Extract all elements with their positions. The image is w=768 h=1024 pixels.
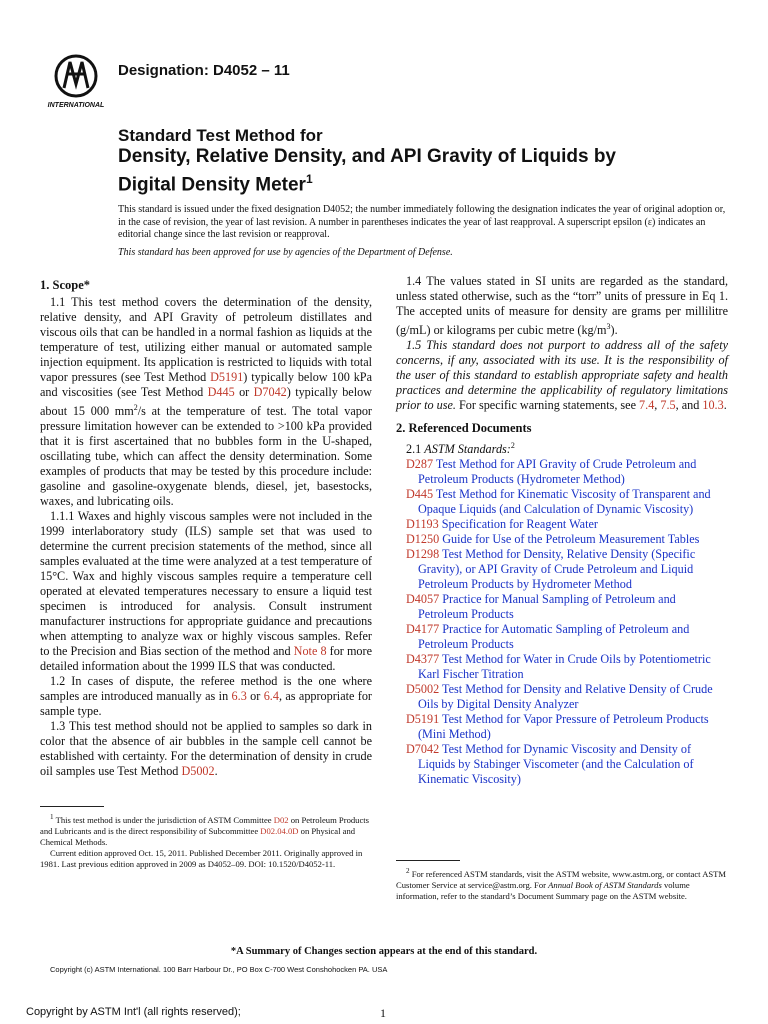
reference-item[interactable] bbox=[396, 517, 728, 532]
footnote-1: $^1$ This test method is under the jurisdiction of ASTM Committee D02 on Petroleum Products and Lubricants and is the direct responsibility of Subcommittee D02.04.0D on Physical and Chemical Methods. Current edition approved Oct. 15, 2011. Published December 2011. Originally approved in 1981. Last previous edition approved in 2009 as D4052–09. DOI: 10.1520/D4052-11. bbox=[40, 812, 372, 870]
issuance-note: This standard is issued under the fixed designation D4052; the number immediately following the designation indicates the year of original adoption or, in the case of revision, the year of last revision. A number in parentheses indicates the year of last reapproval. A superscript epsilon (ε) indicates an editorial change since the last revision or reapproval. bbox=[118, 204, 726, 240]
link-d445[interactable]: D445 bbox=[207, 385, 235, 399]
reference-list bbox=[396, 457, 728, 787]
paragraph-1-1-1: 1.1.1 Waxes and highly viscous samples were not included in the 1999 interlaboratory study (ILS) sample set that was used to determine the current precision statements of the method, since all samples evaluated at the time were analyzed at a test temperature of 15°C. Wax and highly viscous samples require a temperature cell operated at elevated temperatures necessary to ensure a liquid test specimen is introduced for analysis. Consult instrument manufacturer instructions for appropriate guidance and precautions when attempting to analyze wax or highly viscous samples. Refer to the Precision and Bias section of the method and Note 8 for more detailed information about the 1999 ILS that was conducted. bbox=[40, 509, 372, 674]
reference-title[interactable]: Specification for Reagent Water bbox=[441, 517, 598, 532]
reference-code[interactable]: D5191 bbox=[406, 712, 440, 727]
copyright-address: Copyright (c) ASTM International. 100 Barr Harbour Dr., PO Box C-700 West Conshohocken PA. USA bbox=[50, 965, 388, 974]
reference-title[interactable]: Test Method for Water in Crude Oils by Potentiometric Karl Fischer Titration bbox=[418, 652, 711, 682]
reference-title[interactable]: Test Method for Dynamic Viscosity and Density of Liquids by Stabinger Viscometer (and the Calculation of Kinematic Viscosity) bbox=[418, 742, 694, 787]
section-heading-references: 2. Referenced Documents bbox=[396, 421, 532, 436]
reference-title[interactable]: Practice for Automatic Sampling of Petroleum and Petroleum Products bbox=[418, 622, 690, 652]
link-d02-04-0d[interactable]: D02.04.0D bbox=[260, 825, 299, 836]
link-6-3[interactable]: 6.3 bbox=[231, 689, 247, 704]
link-10-3[interactable]: 10.3 bbox=[702, 398, 724, 413]
reference-code[interactable]: D1193 bbox=[406, 517, 439, 532]
reference-code[interactable]: D4057 bbox=[406, 592, 440, 607]
link-7-4[interactable]: 7.4 bbox=[639, 398, 655, 413]
link-d7042[interactable]: D7042 bbox=[253, 385, 287, 399]
astm-standards-label: 2.1 ASTM Standards:$^2$ bbox=[406, 441, 515, 457]
reference-title[interactable]: Test Method for Density and Relative Density of Crude Oils by Digital Density Analyzer bbox=[418, 682, 713, 712]
reference-code[interactable]: D4177 bbox=[406, 622, 440, 637]
footnote-rule bbox=[40, 806, 104, 807]
document-title: Density, Relative Density, and API Gravity of Liquids by Digital Density Meter$^1$ bbox=[118, 146, 616, 196]
footnote-rule bbox=[396, 860, 460, 861]
paragraph-1-1: 1.1 This test method covers the determination of the density, relative density, and API Gravity of petroleum distillates and viscous oils that can be handled in a normal fashion as liquids at the temperature of test, utilizing either manual or automated sample injection equipment. Its application is restricted to liquids with total vapor pressures (see Test Method D5191) typically below 100 kPa and viscosities (see Test Method D445 or D7042) typically below about 15 000 $mm^2/s$ at the temperature of test. The total vapor pressure limitation however can be extended to >100 kPa provided that it is first ascertained that no bubbles form in the U-shaped, oscillating tube, which can affect the density determination. Some examples of products that may be tested by this procedure include: gasoline and gasoline-oxygenate blends, diesel, jet, basestocks, waxes, and lubricating oils. bbox=[40, 295, 372, 509]
reference-item[interactable] bbox=[396, 652, 728, 682]
reference-item[interactable] bbox=[396, 622, 728, 652]
reference-code[interactable]: D287 bbox=[406, 457, 434, 472]
reference-code[interactable]: D4377 bbox=[406, 652, 440, 667]
reference-item[interactable] bbox=[396, 712, 728, 742]
reference-item[interactable] bbox=[396, 532, 728, 547]
link-6-4[interactable]: 6.4 bbox=[263, 689, 279, 704]
summary-of-changes-note: *A Summary of Changes section appears at the end of this standard. bbox=[230, 946, 538, 957]
reference-title[interactable]: Test Method for Kinematic Viscosity of Transparent and Opaque Liquids (and Calculation of Dynamic Viscosity) bbox=[418, 487, 711, 517]
reference-title[interactable]: Test Method for API Gravity of Crude Petroleum and Petroleum Products (Hydrometer Method) bbox=[418, 457, 697, 487]
dod-approval-note: This standard has been approved for use by agencies of the Department of Defense. bbox=[118, 247, 453, 258]
paragraph-1-5: 1.5 This standard does not purport to address all of the safety concerns, if any, associated with its use. It is the responsibility of the user of this standard to establish appropriate safety and health practices and determine the applicability of regulatory limitations prior to use. For specific warning statements, see 7.4, 7.5, and 10.3. bbox=[396, 338, 728, 413]
link-note-8[interactable]: Note 8 bbox=[293, 644, 327, 659]
reference-item[interactable] bbox=[396, 592, 728, 622]
reference-item[interactable] bbox=[396, 682, 728, 712]
link-d5191[interactable]: D5191 bbox=[210, 370, 244, 384]
link-d02[interactable]: D02 bbox=[273, 814, 289, 825]
reference-item[interactable] bbox=[396, 457, 728, 487]
reference-title[interactable]: Test Method for Vapor Pressure of Petroleum Products (Mini Method) bbox=[418, 712, 709, 742]
reference-title[interactable]: Guide for Use of the Petroleum Measurement Tables bbox=[442, 532, 700, 547]
reference-code[interactable]: D1250 bbox=[406, 532, 440, 547]
reference-item[interactable] bbox=[396, 487, 728, 517]
link-7-5[interactable]: 7.5 bbox=[660, 398, 676, 413]
reference-title[interactable]: Test Method for Density, Relative Density (Specific Gravity), or API Gravity of Crude Petroleum and Liquid Petroleum Products by Hydrometer Method bbox=[418, 547, 696, 592]
astm-logo bbox=[44, 54, 108, 110]
reference-code[interactable]: D7042 bbox=[406, 742, 440, 757]
reference-item[interactable] bbox=[396, 547, 728, 592]
section-heading-scope: 1. Scope* bbox=[40, 278, 90, 292]
reference-code[interactable]: D445 bbox=[406, 487, 434, 502]
reference-title[interactable]: Practice for Manual Sampling of Petroleum and Petroleum Products bbox=[418, 592, 676, 622]
reference-code[interactable]: D5002 bbox=[406, 682, 440, 697]
page-number: 1 bbox=[380, 1006, 386, 1020]
right-column bbox=[396, 274, 728, 787]
paragraph-1-2: 1.2 In cases of dispute, the referee method is the one where samples are introduced manually as in 6.3 or 6.4, as appropriate for sample type. bbox=[40, 674, 372, 719]
paragraph-1-3: 1.3 This test method should not be applied to samples so dark in color that the absence of air bubbles in the sample cell cannot be established with certainty. For the determination of density in crude oil samples use Test Method D5002. bbox=[40, 719, 372, 779]
reference-item[interactable] bbox=[396, 742, 728, 787]
reference-code[interactable]: D1298 bbox=[406, 547, 440, 562]
svg-text:INTERNATIONAL: INTERNATIONAL bbox=[47, 102, 105, 109]
designation: Designation: D4052 – 11 bbox=[118, 62, 290, 79]
left-column bbox=[40, 278, 372, 779]
link-d5002[interactable]: D5002 bbox=[181, 764, 215, 779]
paragraph-1-4: 1.4 The values stated in SI units are regarded as the standard, unless stated otherwise, such as the “torr” units of pressure in Eq 1. The accepted units of measure for density are grams per millilitre (g/mL) or kilograms per cubic metre $(kg/m^3)$. bbox=[396, 274, 728, 338]
title-prefix: Standard Test Method for bbox=[118, 126, 323, 145]
copyright-notice: Copyright by ASTM Int'l (all rights reserved); bbox=[26, 1006, 241, 1018]
footnote-2: $^2$ For referenced ASTM standards, visit the ASTM website, www.astm.org, or contact ASTM Customer Service at service@astm.org. For Annual Book of ASTM Standards volume information, refer to the standard’s Document Summary page on the ASTM website. bbox=[396, 866, 728, 902]
